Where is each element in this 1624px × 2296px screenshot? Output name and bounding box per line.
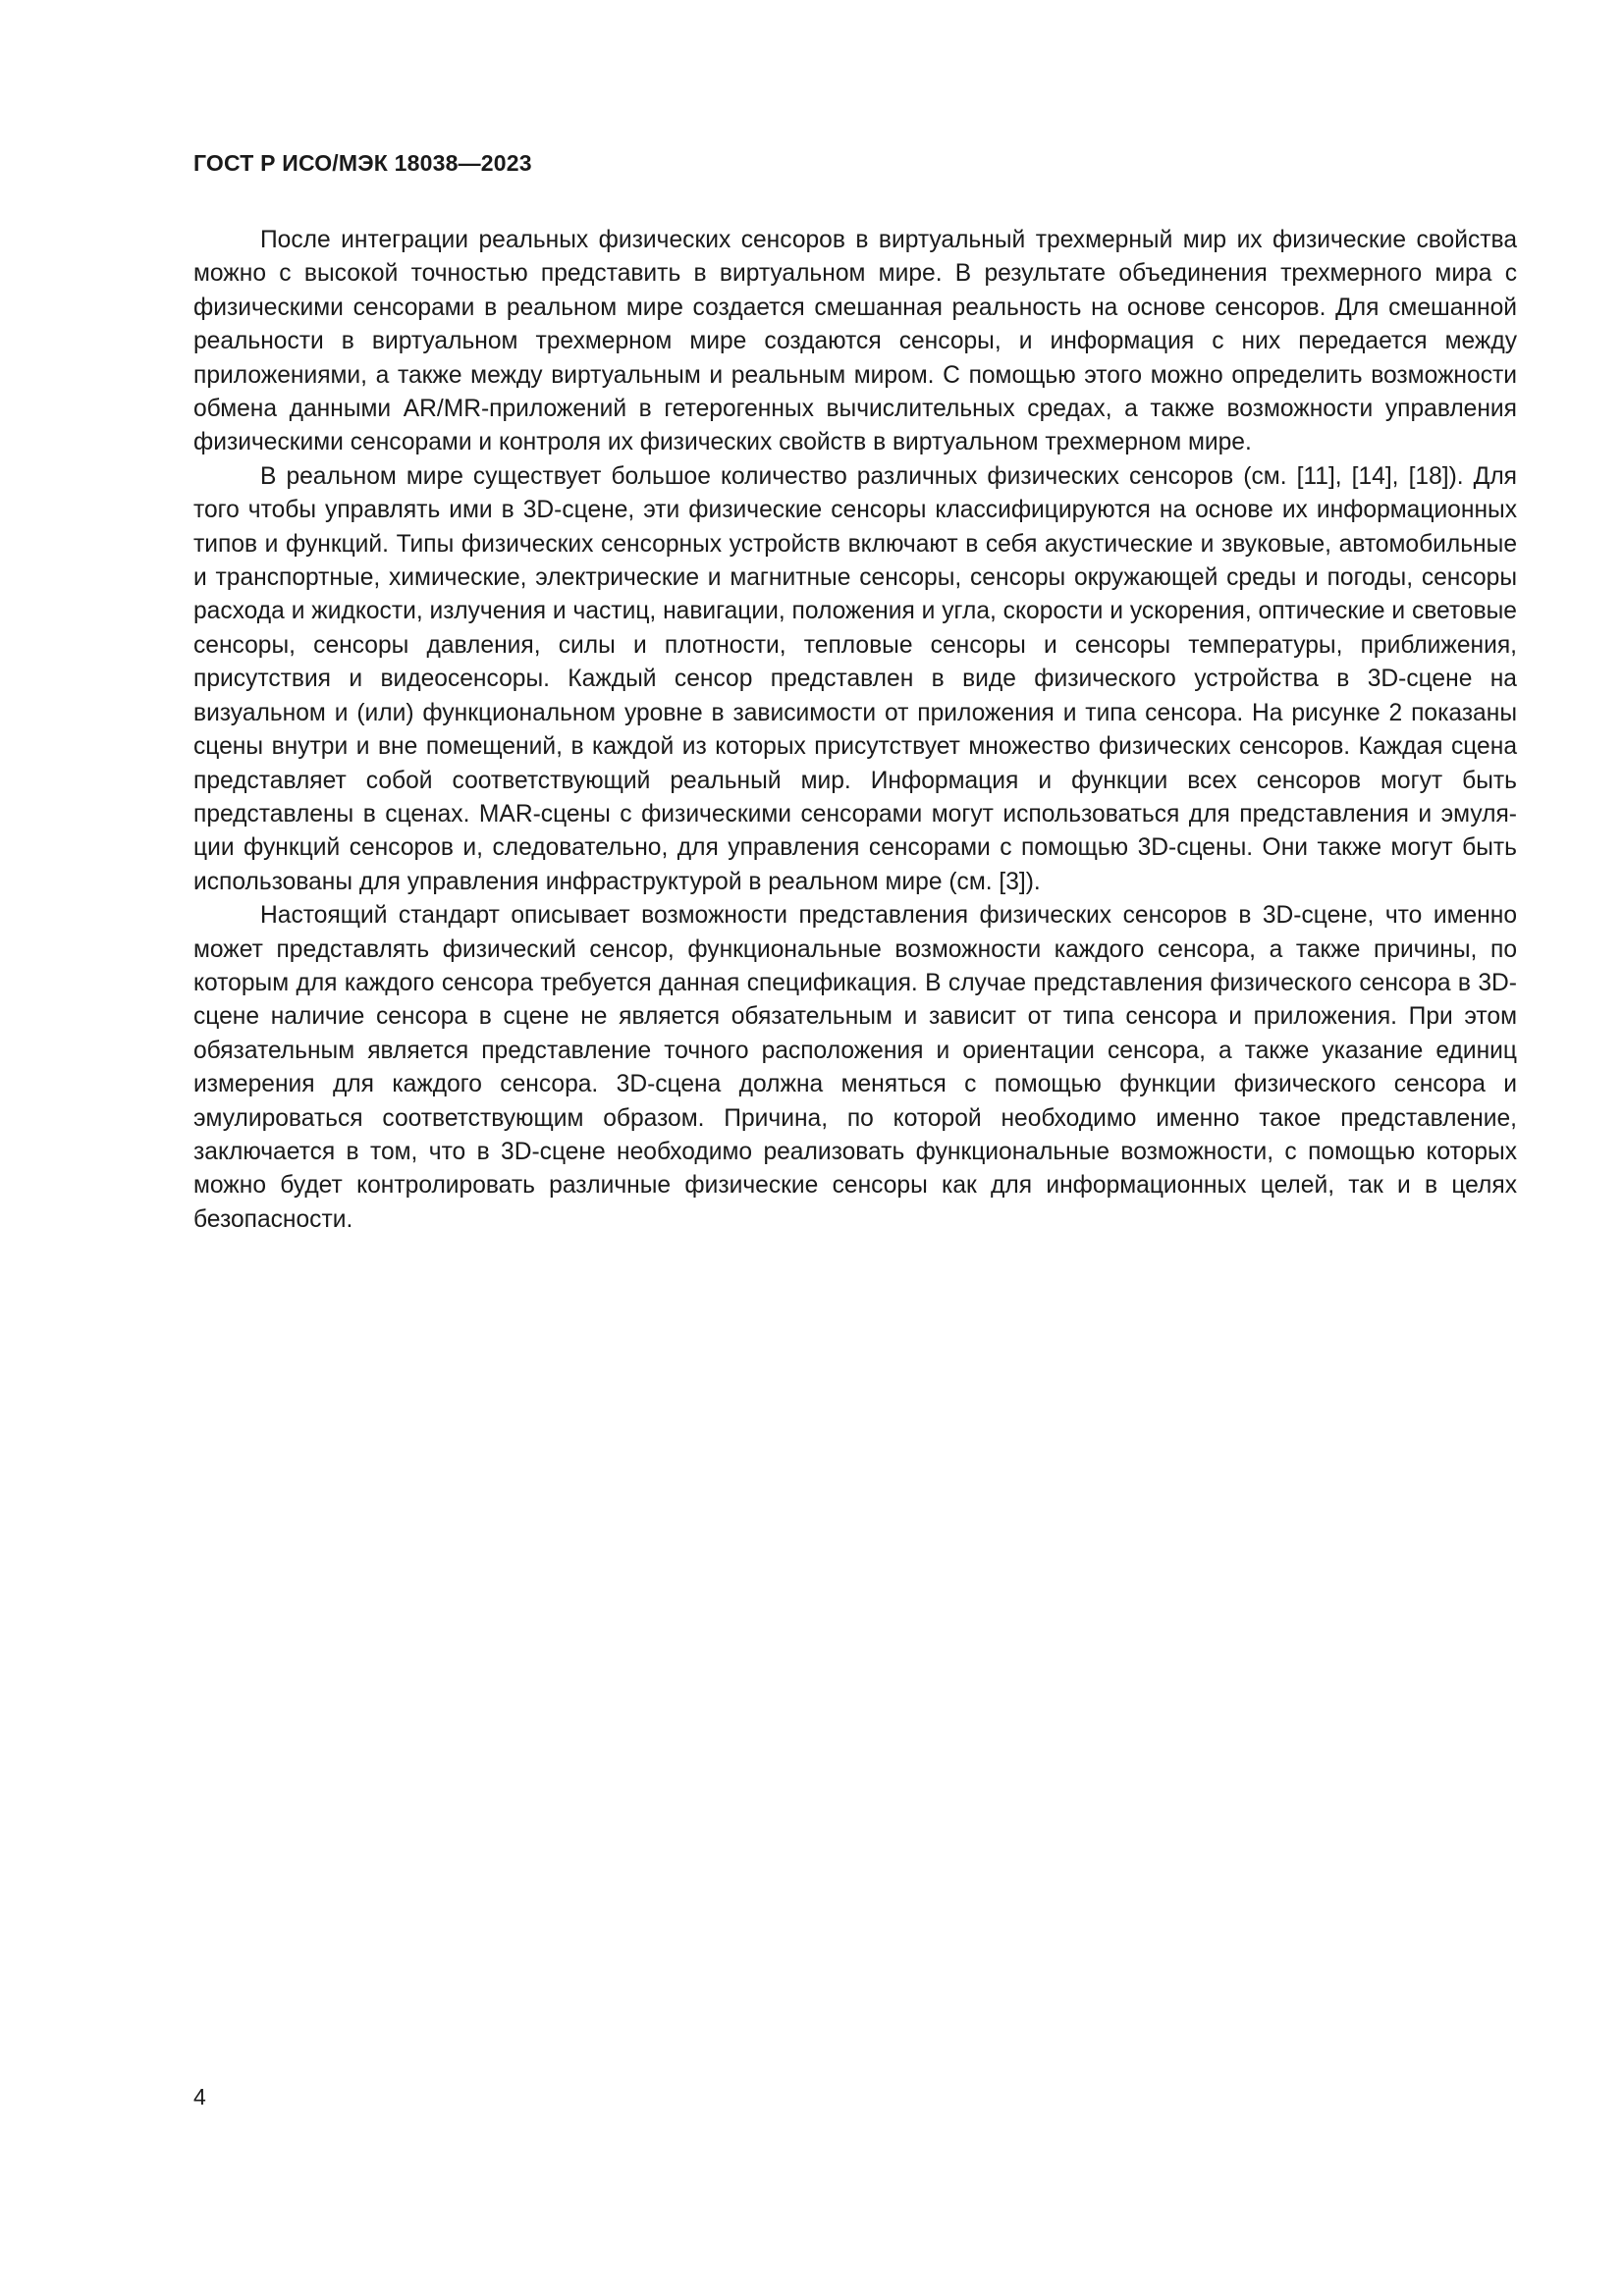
page-number: 4 bbox=[193, 2084, 206, 2109]
paragraph: В реальном мире существует большое количество различных физических сенсоров (см. [11], [14], [18]). Для того чтобы управлять ими в 3D-сцене, эти физические сенсоры классифицируются на основе их информационных типов и функций. Типы физических сенсорных устройств включают в себя акустические и звуковые, автомобильные и транспортные, химические, электрические и магнитные сенсоры, сенсоры окружающей среды и погоды, сенсоры расхода и жидкости, излучения и частиц, навигации, положения и угла, скорости и ускорения, оптические и световые сенсоры, сенсоры давления, силы и плотности, тепловые сенсоры и сенсоры температуры, приближения, присутствия и видеосенсоры. Каждый сенсор представлен в виде физического устройства в 3D-сцене на визуальном и (или) функциональном уровне в зависимости от приложения и типа сенсора. На рисунке 2 показаны сцены внутри и вне помещений, в каждой из которых присутствует множество физических сенсоров. Каждая сцена представляет собой соответствующий реальный мир. Информация и функции всех сенсоров могут быть представлены в сценах. MAR-сцены с физическими сенсорами могут использоваться для представления и эмуляции функций сенсоров и, следовательно, для управления сенсорами с помощью 3D-сцены. Они также могут быть использованы для управления инфраструктурой в реальном мире (см. [3]). bbox=[193, 462, 1517, 895]
paragraph: После интеграции реальных физических сенсоров в виртуальный трехмерный мир их физические свойства можно с высокой точностью представить в виртуальном мире. В результате объединения трехмерного мира с физическими сенсорами в реальном мире создается смешанная реальность на основе сенсоров. Для смешанной реальности в виртуальном трехмерном мире создаются сенсоры, и информация с них передается между приложениями, а также между виртуальным и реальным миром. С помощью этого можно определить возможности обмена данными AR/MR-приложений в гетерогенных вычислительных средах, а также возможности управления физическими сенсорами и контроля их физических свойств в виртуальном трехмерном мире. bbox=[193, 227, 1517, 456]
paragraph: Настоящий стандарт описывает возможности представления физических сенсоров в 3D-сцене, что именно может представлять физический сенсор, функциональные возможности каждого сенсора, а также причины, по которым для каждого сенсора требуется данная спецификация. В случае представления физического сенсора в 3D-сцене наличие сенсора в сцене не является обязательным и зависит от типа сенсора и приложения. При этом обязательным является представление точного расположения и ориентации сенсора, а также указание единиц измерения для каждого сенсора. 3D-сцена должна меняться с помощью функции физического сенсора и эмулироваться соответствующим образом. Причина, по которой необходимо именно такое представление, заключается в том, что в 3D-сцене необходимо реализовать функциональные возможности, с помощью которых можно будет контролировать различные физические сенсоры как для информационных целей, так и в целях безопасности. bbox=[193, 902, 1517, 1233]
document-header: ГОСТ Р ИСО/МЭК 18038—2023 bbox=[193, 150, 532, 176]
document-body bbox=[193, 224, 1517, 1237]
